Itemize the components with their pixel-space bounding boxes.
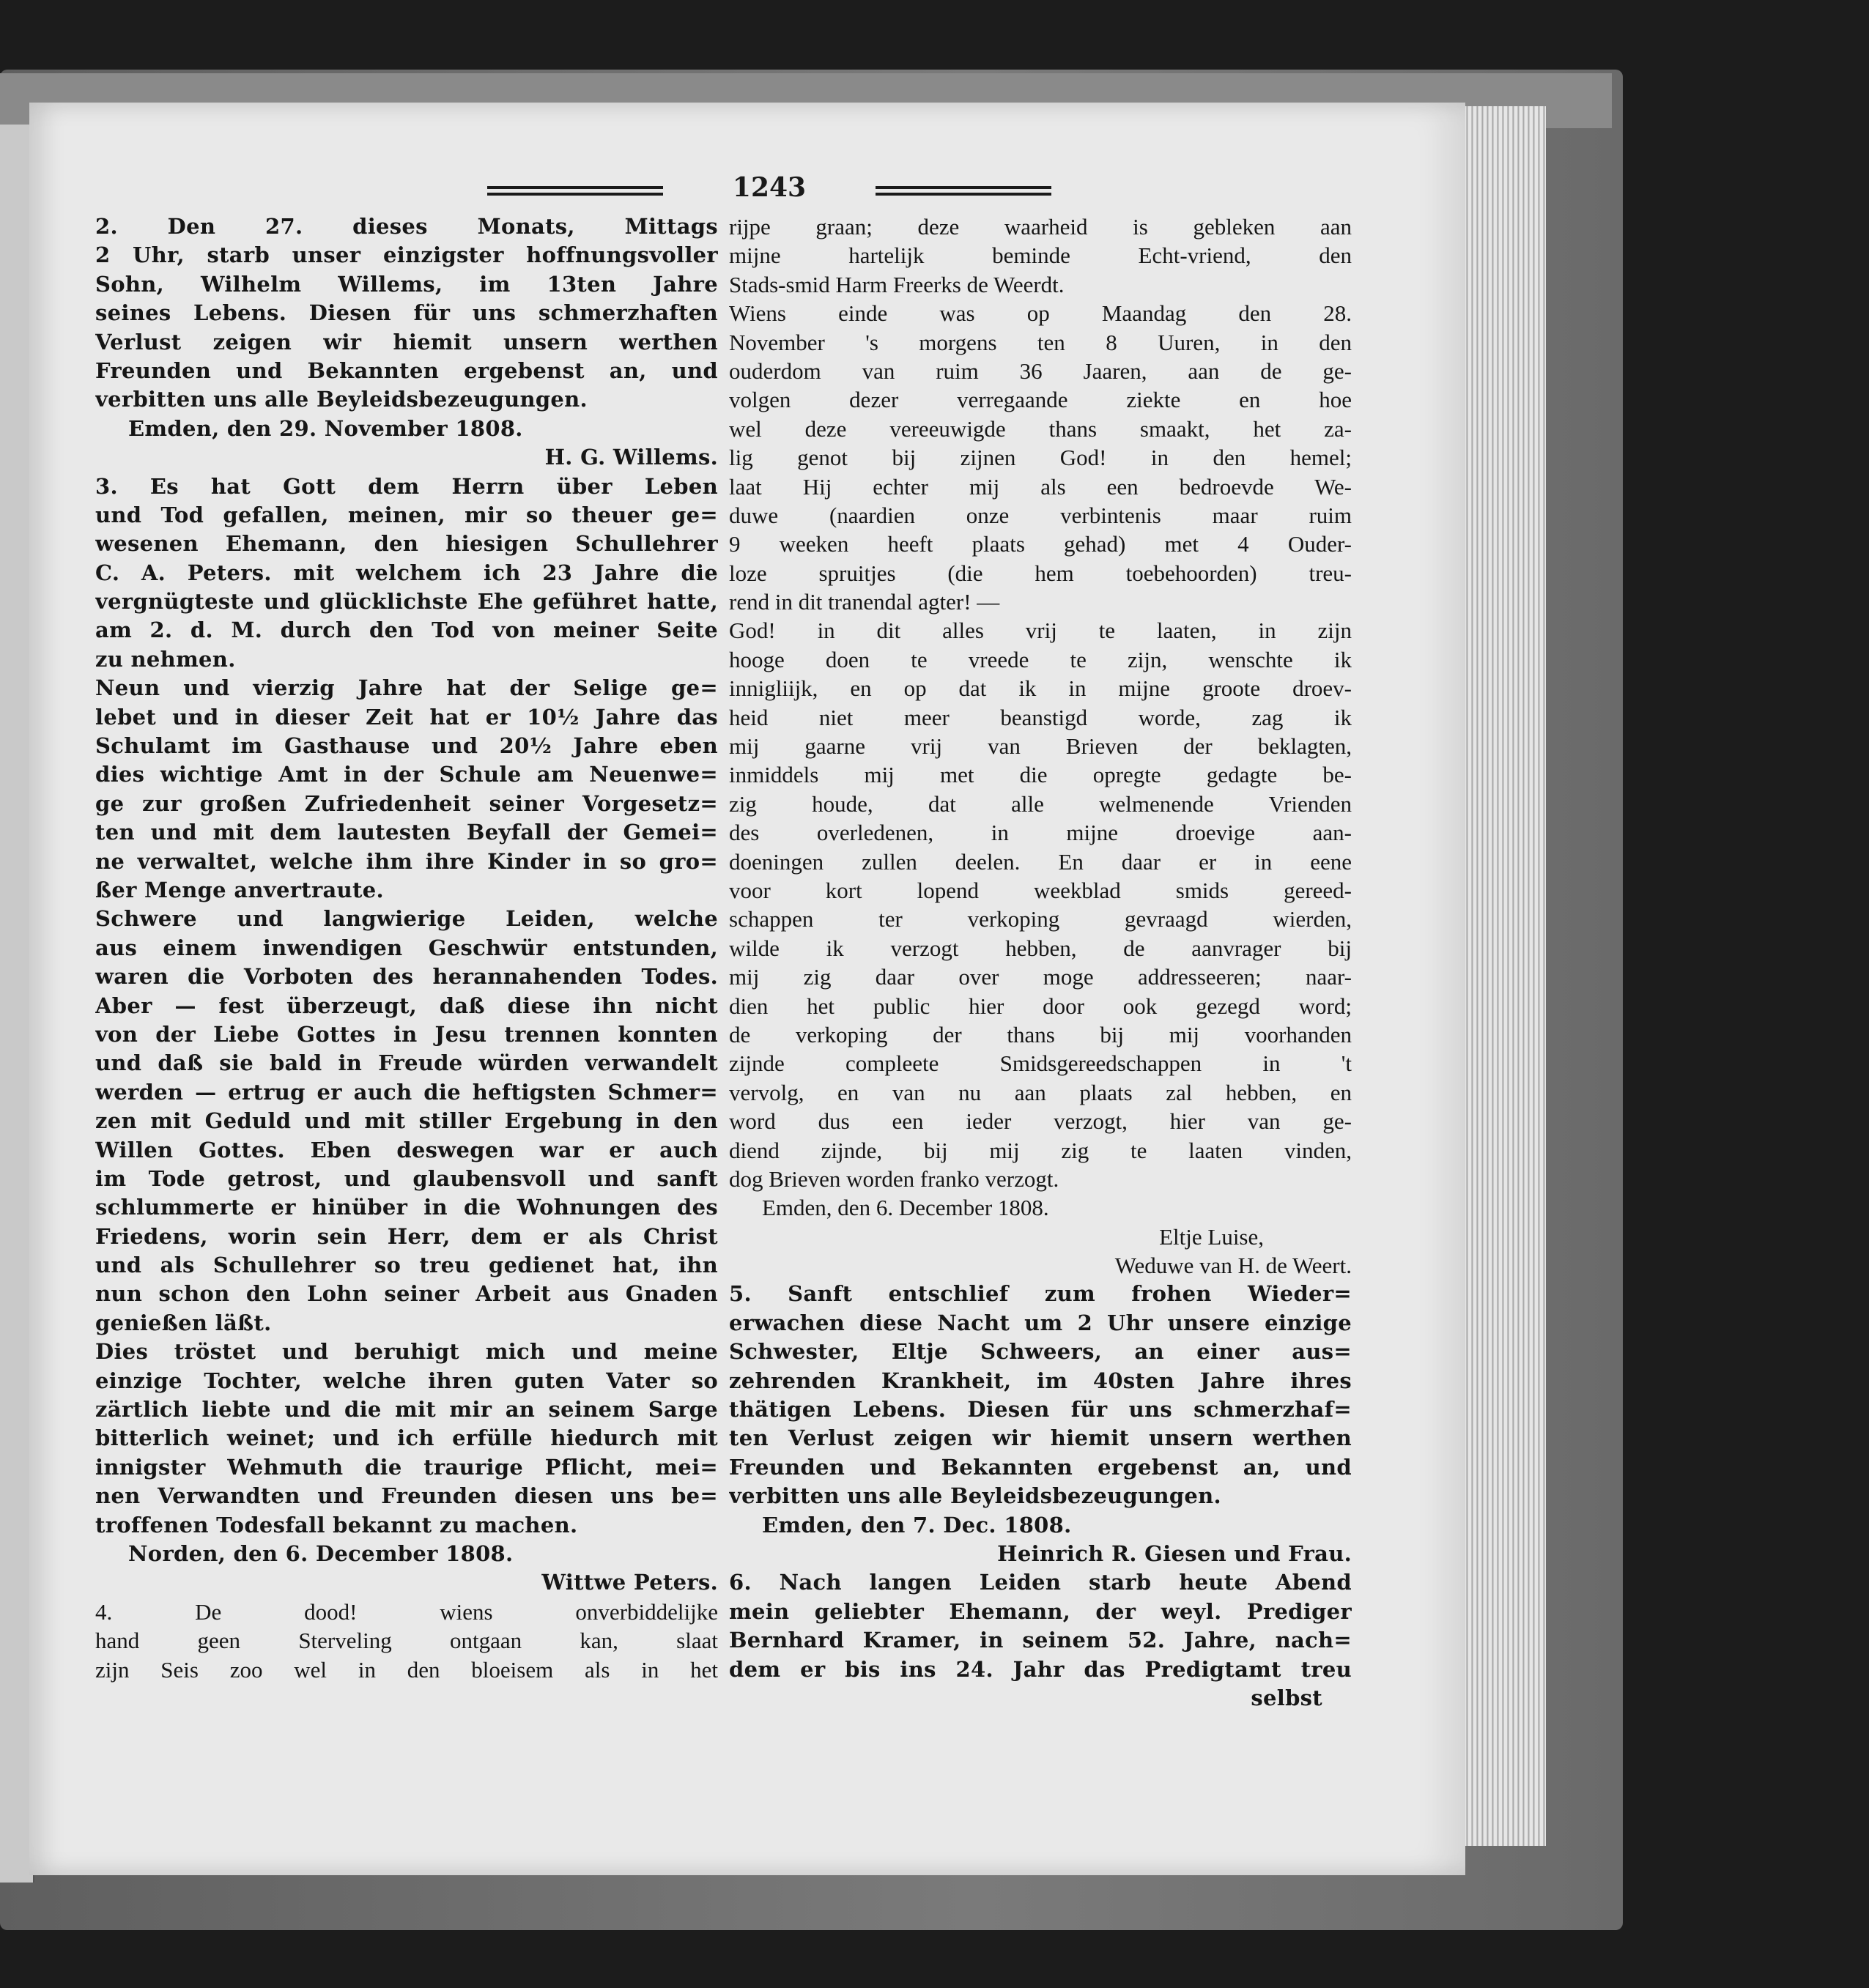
text-line: loze spruitjes (die hem toebehoorden) treu- xyxy=(729,560,1352,586)
text-line: schlummerte er hinüber in die Wohnungen des xyxy=(95,1195,718,1220)
text-line: ne verwaltet, welche ihm ihre Kinder in so gro= xyxy=(95,848,718,874)
page-block-edge xyxy=(1458,106,1546,1846)
text-line: zu nehmen. xyxy=(95,646,236,672)
page-header xyxy=(487,168,1051,212)
text-line: Heinrich R. Giesen und Frau. xyxy=(997,1540,1352,1566)
text-line: erwachen diese Nacht um 2 Uhr unsere einzige xyxy=(729,1310,1352,1335)
text-line: God! in dit alles vrij te laaten, in zijn xyxy=(729,617,1352,644)
text-line: rijpe graan; deze waarheid is gebleken aan xyxy=(729,214,1352,240)
text-line: Wittwe Peters. xyxy=(541,1570,718,1595)
text-line: mein geliebter Ehemann, der weyl. Prediger xyxy=(729,1598,1352,1624)
text-line: ten und mit dem lautesten Beyfall der Gemei= xyxy=(95,820,718,845)
text-line: Schwere und langwierige Leiden, welche xyxy=(95,906,718,932)
text-line: Friedens, worin sein Herr, dem er als Christ xyxy=(95,1223,718,1249)
text-line: Wiens einde was op Maandag den 28. xyxy=(729,300,1352,327)
text-line: 5. Sanft entschlief zum frohen Wieder= xyxy=(729,1281,1352,1307)
text-line: Schulamt im Gasthause und 20½ Jahre eben xyxy=(95,733,718,759)
text-line: de verkoping der thans bij mij voorhanden xyxy=(729,1021,1352,1047)
text-line: heid niet meer beanstigd worde, zag ik xyxy=(729,704,1352,730)
text-line: Neun und vierzig Jahre hat der Selige ge= xyxy=(95,675,718,701)
text-line: mij zig daar over moge addresseeren; naar- xyxy=(729,964,1352,990)
text-line: Eltje Luise, xyxy=(1159,1223,1264,1250)
text-line: Verlust zeigen wir hiemit unsern werthen xyxy=(95,329,718,355)
text-line: mij gaarne vrij van Brieven der beklagten, xyxy=(729,733,1352,760)
text-line: troffenen Todesfall bekannt zu machen. xyxy=(95,1512,578,1538)
text-line: Freunden und Bekannten ergebenst an, und xyxy=(729,1454,1352,1480)
text-line: ouderdom van ruim 36 Jaaren, aan de ge- xyxy=(729,357,1352,384)
text-line: thätigen Lebens. Diesen für uns schmerzhaf= xyxy=(729,1397,1352,1423)
text-line: und Tod gefallen, meinen, mir so theuer ge= xyxy=(95,502,718,527)
book-page xyxy=(29,103,1465,1875)
text-line: vervolg, en van nu aan plaats zal hebben, en xyxy=(729,1079,1352,1105)
text-line: zen mit Geduld und mit stiller Ergebung in den xyxy=(95,1108,718,1134)
text-line: inmiddels mij met die opregte gedagte be- xyxy=(729,762,1352,788)
text-line: 2 Uhr, starb unser einzigster hoffnungsvoller xyxy=(95,242,718,268)
text-line: Dies tröstet und beruhigt mich und meine xyxy=(95,1339,718,1365)
text-line: 6. Nach langen Leiden starb heute Abend xyxy=(729,1570,1352,1595)
text-line: rend in dit tranendal agter! — xyxy=(729,589,1000,615)
text-line: zijnde compleete Smidsgereedschappen in 't xyxy=(729,1050,1352,1077)
text-line: bitterlich weinet; und ich erfülle hiedurch mit xyxy=(95,1425,718,1451)
text-line: laat Hij echter mij als een bedroevde We- xyxy=(729,473,1352,500)
right-column xyxy=(729,212,1352,1713)
text-line: zärtlich liebte und die mit mir an seinem Sarge xyxy=(95,1397,718,1423)
text-line: wesenen Ehemann, den hiesigen Schullehrer xyxy=(95,531,718,557)
text-line: 3. Es hat Gott dem Herrn über Leben xyxy=(95,473,718,499)
text-line: verbitten uns alle Beyleidsbezeugungen. xyxy=(729,1483,1221,1509)
text-line: voor kort lopend weekblad smids gereed- xyxy=(729,877,1352,903)
text-line: Emden, den 6. December 1808. xyxy=(762,1195,1049,1221)
text-line: von der Liebe Gottes in Jesu trennen konnten xyxy=(95,1021,718,1047)
text-line: doeningen zullen deelen. En daar er in eene xyxy=(729,848,1352,875)
text-line: Weduwe van H. de Weert. xyxy=(1114,1253,1352,1279)
text-line: innigster Wehmuth die traurige Pflicht, mei= xyxy=(95,1454,718,1480)
text-line: Schwester, Eltje Schweers, an einer aus= xyxy=(729,1339,1352,1365)
text-line: zijn Seis zoo wel in den bloeisem als in het xyxy=(95,1656,718,1683)
text-line: Willen Gottes. Eben deswegen war er auch xyxy=(95,1137,718,1162)
text-line: und als Schullehrer so treu gedienet hat, ihn xyxy=(95,1253,718,1278)
text-line: Aber — fest überzeugt, daß diese ihn nicht xyxy=(95,993,718,1018)
text-line: November 's morgens ten 8 Uuren, in den xyxy=(729,329,1352,355)
text-line: dien het public hier door ook gezegd word; xyxy=(729,993,1352,1019)
text-line: vergnügteste und glücklichste Ehe geführet hatte, xyxy=(95,589,718,615)
text-line: ge zur großen Zufriedenheit seiner Vorgesetz= xyxy=(95,790,718,816)
text-line: nen Verwandten und Freunden diesen uns be= xyxy=(95,1483,718,1509)
text-line: ten Verlust zeigen wir hiemit unsern werthen xyxy=(729,1425,1352,1451)
text-line: 2. Den 27. dieses Monats, Mittags xyxy=(95,214,718,239)
text-line: duwe (naardien onze verbintenis maar ruim xyxy=(729,502,1352,528)
text-line: seines Lebens. Diesen für uns schmerzhaften xyxy=(95,300,718,326)
text-line: im Tode getrost, und glaubensvoll und sanft xyxy=(95,1165,718,1191)
text-line: waren die Vorboten des herannahenden Todes. xyxy=(95,964,718,990)
text-line: zig houde, dat alle welmenende Vrienden xyxy=(729,790,1352,817)
text-line: aus einem inwendigen Geschwür entstunden, xyxy=(95,935,718,960)
text-line: Emden, den 29. November 1808. xyxy=(128,415,523,441)
text-line: wilde ik verzogt hebben, de aanvrager bij xyxy=(729,935,1352,961)
text-line: lebet und in dieser Zeit hat er 10½ Jahre das xyxy=(95,704,718,730)
text-line: werden — ertrug er auch die heftigsten Schmer= xyxy=(95,1079,718,1105)
text-line: selbst xyxy=(1251,1685,1322,1710)
text-line: Emden, den 7. Dec. 1808. xyxy=(762,1512,1072,1538)
text-line: nun schon den Lohn seiner Arbeit aus Gnaden xyxy=(95,1281,718,1307)
text-line: dem er bis ins 24. Jahr das Predigtamt treu xyxy=(729,1656,1352,1682)
page-number: 1243 xyxy=(732,172,807,203)
text-line: und daß sie bald in Freude würden verwandelt xyxy=(95,1050,718,1076)
text-line: Sohn, Wilhelm Willems, im 13ten Jahre xyxy=(95,271,718,297)
header-rule-right xyxy=(876,186,1051,196)
left-column xyxy=(95,212,718,1684)
text-line: innigliijk, en op dat ik in mijne groote droev- xyxy=(729,675,1352,702)
text-line: H. G. Willems. xyxy=(544,445,718,470)
text-line: genießen läßt. xyxy=(95,1310,272,1335)
text-line: Stads-smid Harm Freerks de Weerdt. xyxy=(729,271,1065,297)
text-line: ßer Menge anvertraute. xyxy=(95,877,384,902)
text-line: 9 weeken heeft plaats gehad) met 4 Ouder- xyxy=(729,531,1352,557)
text-line: Freunden und Bekannten ergebenst an, und xyxy=(95,357,718,383)
text-line: Bernhard Kramer, in seinem 52. Jahre, nach= xyxy=(729,1628,1352,1653)
text-line: einzige Tochter, welche ihren guten Vater so xyxy=(95,1368,718,1393)
text-line: 4. De dood! wiens onverbiddelijke xyxy=(95,1598,718,1625)
text-line: verbitten uns alle Beyleidsbezeugungen. xyxy=(95,387,588,412)
text-line: schappen ter verkoping gevraagd wierden, xyxy=(729,906,1352,932)
text-line: dies wichtige Amt in der Schule am Neuenwe= xyxy=(95,762,718,787)
text-line: des overledenen, in mijne droevige aan- xyxy=(729,820,1352,846)
text-line: Norden, den 6. December 1808. xyxy=(128,1540,514,1566)
text-line: dog Brieven worden franko verzogt. xyxy=(729,1165,1059,1192)
text-line: hooge doen te vreede te zijn, wenschte ik xyxy=(729,646,1352,672)
text-line: word dus een ieder verzogt, hier van ge- xyxy=(729,1108,1352,1135)
text-line: hand geen Sterveling ontgaan kan, slaat xyxy=(95,1628,718,1654)
text-line: mijne hartelijk beminde Echt-vriend, den xyxy=(729,242,1352,269)
text-line: C. A. Peters. mit welchem ich 23 Jahre die xyxy=(95,560,718,585)
text-line: am 2. d. M. durch den Tod von meiner Seite xyxy=(95,617,718,643)
text-line: wel deze vereeuwigde thans smaakt, het za- xyxy=(729,415,1352,442)
text-line: volgen dezer verregaande ziekte en hoe xyxy=(729,387,1352,413)
text-line: zehrenden Krankheit, im 40sten Jahre ihres xyxy=(729,1368,1352,1393)
text-line: diend zijnde, bij mij zig te laaten vinden, xyxy=(729,1137,1352,1163)
text-line: lig genot bij zijnen God! in den hemel; xyxy=(729,445,1352,471)
